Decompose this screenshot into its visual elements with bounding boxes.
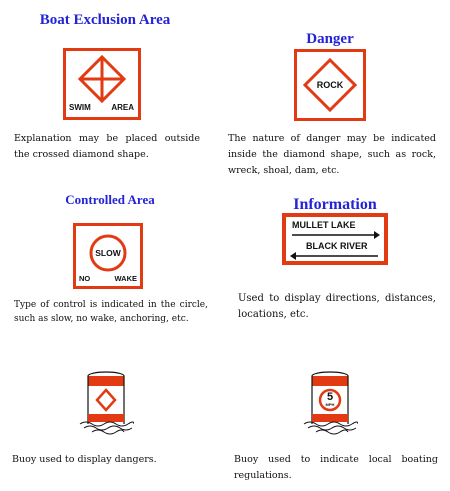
slow-label: SLOW <box>95 248 121 258</box>
information-description: Used to display directions, distances, locations, etc. <box>238 293 436 320</box>
controlled-description: Type of control is indicated in the circle, such as slow, no wake, anchoring, etc. <box>14 300 208 324</box>
left-arrow-icon <box>290 252 378 260</box>
right-arrow-icon <box>292 231 380 239</box>
speed-unit: MPH <box>325 402 335 407</box>
information-sign <box>282 213 388 265</box>
information-title: Information <box>293 196 377 213</box>
mullet-lake-label: MULLET LAKE <box>292 220 356 230</box>
danger-sign <box>294 49 366 121</box>
controlled-title: Controlled Area <box>65 192 155 207</box>
boat-exclusion-title: Boat Exclusion Area <box>39 12 171 28</box>
black-river-label: BLACK RIVER <box>306 241 368 251</box>
boat-exclusion-description: Explanation may be placed outside the crossed diamond shape. <box>14 133 200 160</box>
danger-buoy-description: Buoy used to display dangers. <box>12 454 157 465</box>
danger-description: The nature of danger may be indicated inside the diamond shape, such as rock, wreck, shoal, dam, etc. <box>228 133 436 176</box>
area-label: AREA <box>111 103 134 112</box>
rock-label: ROCK <box>316 80 344 90</box>
wake-label: WAKE <box>114 274 137 283</box>
speed-number: 5 <box>326 391 334 403</box>
regulation-buoy-description: Buoy used to indicate local boating regulations. <box>234 454 438 481</box>
danger-buoy-icon <box>78 370 134 440</box>
boat-exclusion-sign <box>63 48 141 120</box>
no-label: NO <box>79 274 91 283</box>
controlled-sign <box>73 223 143 289</box>
swim-label: SWIM <box>69 103 91 112</box>
danger-title: Danger <box>306 31 354 47</box>
